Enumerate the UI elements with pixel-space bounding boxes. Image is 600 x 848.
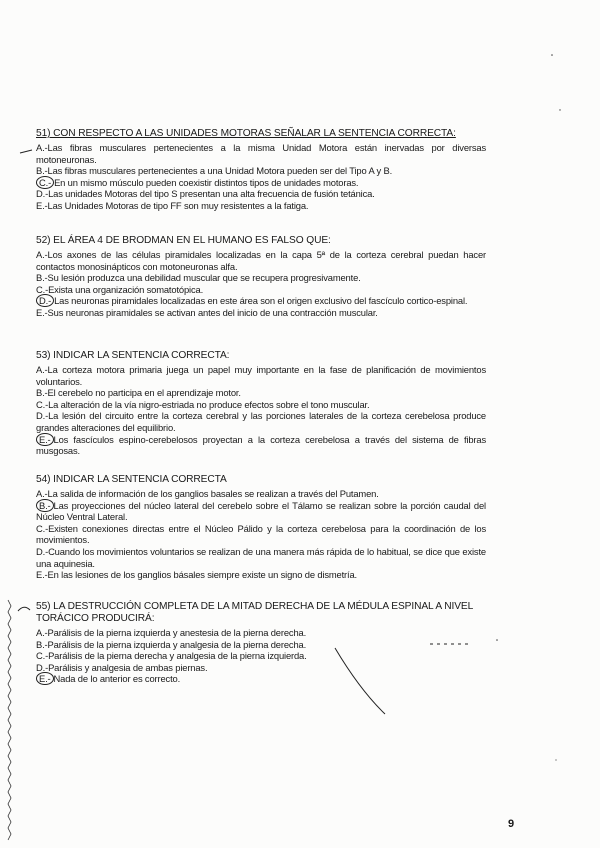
scan-speck: [555, 759, 556, 760]
option-text: Los fascículos espino-cerebelosos proyectan a la corteza cerebelosa a través del sistema de fibras musgosas.: [36, 433, 486, 457]
option-letter: C.-: [36, 398, 49, 410]
option-letter: D.-: [36, 410, 49, 422]
option-letter: D.-: [36, 188, 49, 200]
option-letter: B.-: [36, 165, 48, 177]
page-number: 9: [508, 818, 515, 830]
option-text: La salida de información de los ganglios basales se realizan a través del Putamen.: [47, 488, 379, 499]
option-text: Parálisis de la pierna derecha y analgesia de la pierna izquierda.: [48, 650, 307, 662]
option-letter: B.-: [36, 272, 48, 284]
option-letter: C.-: [36, 650, 49, 662]
option-text: La lesión del circuito entre la corteza cerebral y las porciones laterales de la corteza cerebelosa produce grandes alteraciones del equilibrio.: [36, 410, 486, 433]
option-letter: E.-: [36, 672, 54, 685]
question-title: 54) INDICAR LA SENTENCIA CORRECTA: [36, 474, 227, 485]
option-text: Su lesión produzca una debilidad muscular que se recupera progresivamente.: [47, 272, 361, 284]
option-text: Nada de lo anterior es correcto.: [53, 673, 181, 685]
pen-stroke: [18, 607, 30, 611]
option-letter: E.-: [36, 433, 54, 446]
option-text: Las fibras musculares pertenecientes a una Unidad Motora pueden ser del Tipo A y B.: [47, 165, 393, 177]
option-letter: A.-: [36, 249, 48, 260]
question-title: 53) INDICAR LA SENTENCIA CORRECTA:: [36, 350, 230, 361]
option-letter: D.-: [36, 545, 49, 557]
option-letter: B.-: [36, 499, 54, 512]
option-letter: A.-: [36, 142, 48, 153]
option-letter: D.-: [36, 661, 49, 673]
scan-speck: [496, 639, 498, 641]
option-text: Los axones de las células piramidales localizadas en la capa 5ª de la corteza cerebral puedan hacer contactos monosinápticos con motoneuronas alfa.: [36, 249, 486, 272]
question-title: 55) LA DESTRUCCIÓN COMPLETA DE LA MITAD DERECHA DE LA MÉDULA ESPINAL A NIVEL TORÁCICO PRODUCIRÁ:: [36, 601, 473, 624]
option-letter: B.-: [36, 638, 48, 650]
option-letter: A.-: [36, 627, 48, 638]
option-text: Cuando los movimientos voluntarios se realizan de una manera más rápida de lo habitual, se dice que existe una aquinesia.: [36, 545, 486, 569]
option-text: Las proyecciones del núcleo lateral del cerebelo sobre el Tálamo se realizan sobre la porción caudal del Núcleo Ventral Lateral.: [36, 499, 486, 523]
option-text: En un mismo músculo pueden coexistir distintos tipos de unidades motoras.: [54, 176, 359, 188]
option-text: Parálisis de la pierna izquierda y analgesia de la pierna derecha.: [47, 638, 307, 650]
option-text: La corteza motora primaria juega un papel muy importante en la fase de planificación de movimientos voluntarios.: [36, 364, 486, 387]
option-letter: E.-: [36, 306, 48, 318]
option-letter: C.-: [36, 176, 54, 189]
question-title: 52) EL ÁREA 4 DE BRODMAN EN EL HUMANO ES FALSO QUE:: [36, 235, 331, 246]
pen-stroke: [335, 648, 385, 714]
binding-edge: [8, 600, 11, 840]
option-letter: A.-: [36, 488, 48, 499]
option-letter: C.-: [36, 283, 49, 295]
scan-speck: [551, 54, 553, 56]
option-letter: A.-: [36, 364, 48, 375]
option-text: En las lesiones de los ganglios básales siempre existe un signo de dismetría.: [47, 569, 357, 581]
option-text: Existen conexiones directas entre el Núcleo Pálido y la corteza cerebelosa para la coordinación de los movimientos.: [36, 522, 486, 546]
option-letter: E.-: [36, 199, 48, 211]
option-text: Las fibras musculares pertenecientes a la misma Unidad Motora están inervadas por diversas motoneuronas.: [36, 142, 486, 165]
option-letter: B.-: [36, 387, 48, 399]
option-letter: C.-: [36, 522, 49, 534]
option-text: Las Unidades Motoras de tipo FF son muy resistentes a la fatiga.: [47, 199, 309, 211]
option-text: Las neuronas piramidales localizadas en este área son el origen exclusivo del fascículo cortico-espinal.: [54, 295, 468, 307]
option-text: Parálisis de la pierna izquierda y anestesia de la pierna derecha.: [47, 627, 307, 638]
option-letter: D.-: [36, 294, 54, 307]
pen-stroke: [20, 150, 32, 153]
option-letter: E.-: [36, 569, 48, 581]
option-text: La alteración de la vía nigro-estriada no produce efectos sobre el tono muscular.: [48, 398, 370, 410]
option-text: El cerebelo no participa en el aprendizaje motor.: [47, 387, 241, 399]
question-title: 51) CON RESPECTO A LAS UNIDADES MOTORAS SEÑALAR LA SENTENCIA CORRECTA:: [36, 128, 456, 139]
option-text: Parálisis y analgesia de ambas piernas.: [48, 661, 208, 673]
option-text: Sus neuronas piramidales se activan antes del inicio de una contracción muscular.: [47, 306, 378, 318]
option-text: Las unidades Motoras del tipo S presentan una alta frecuencia de fusión tetánica.: [48, 188, 375, 200]
scan-speck: [559, 109, 560, 110]
option-text: Exista una organización somatotópica.: [48, 283, 204, 295]
